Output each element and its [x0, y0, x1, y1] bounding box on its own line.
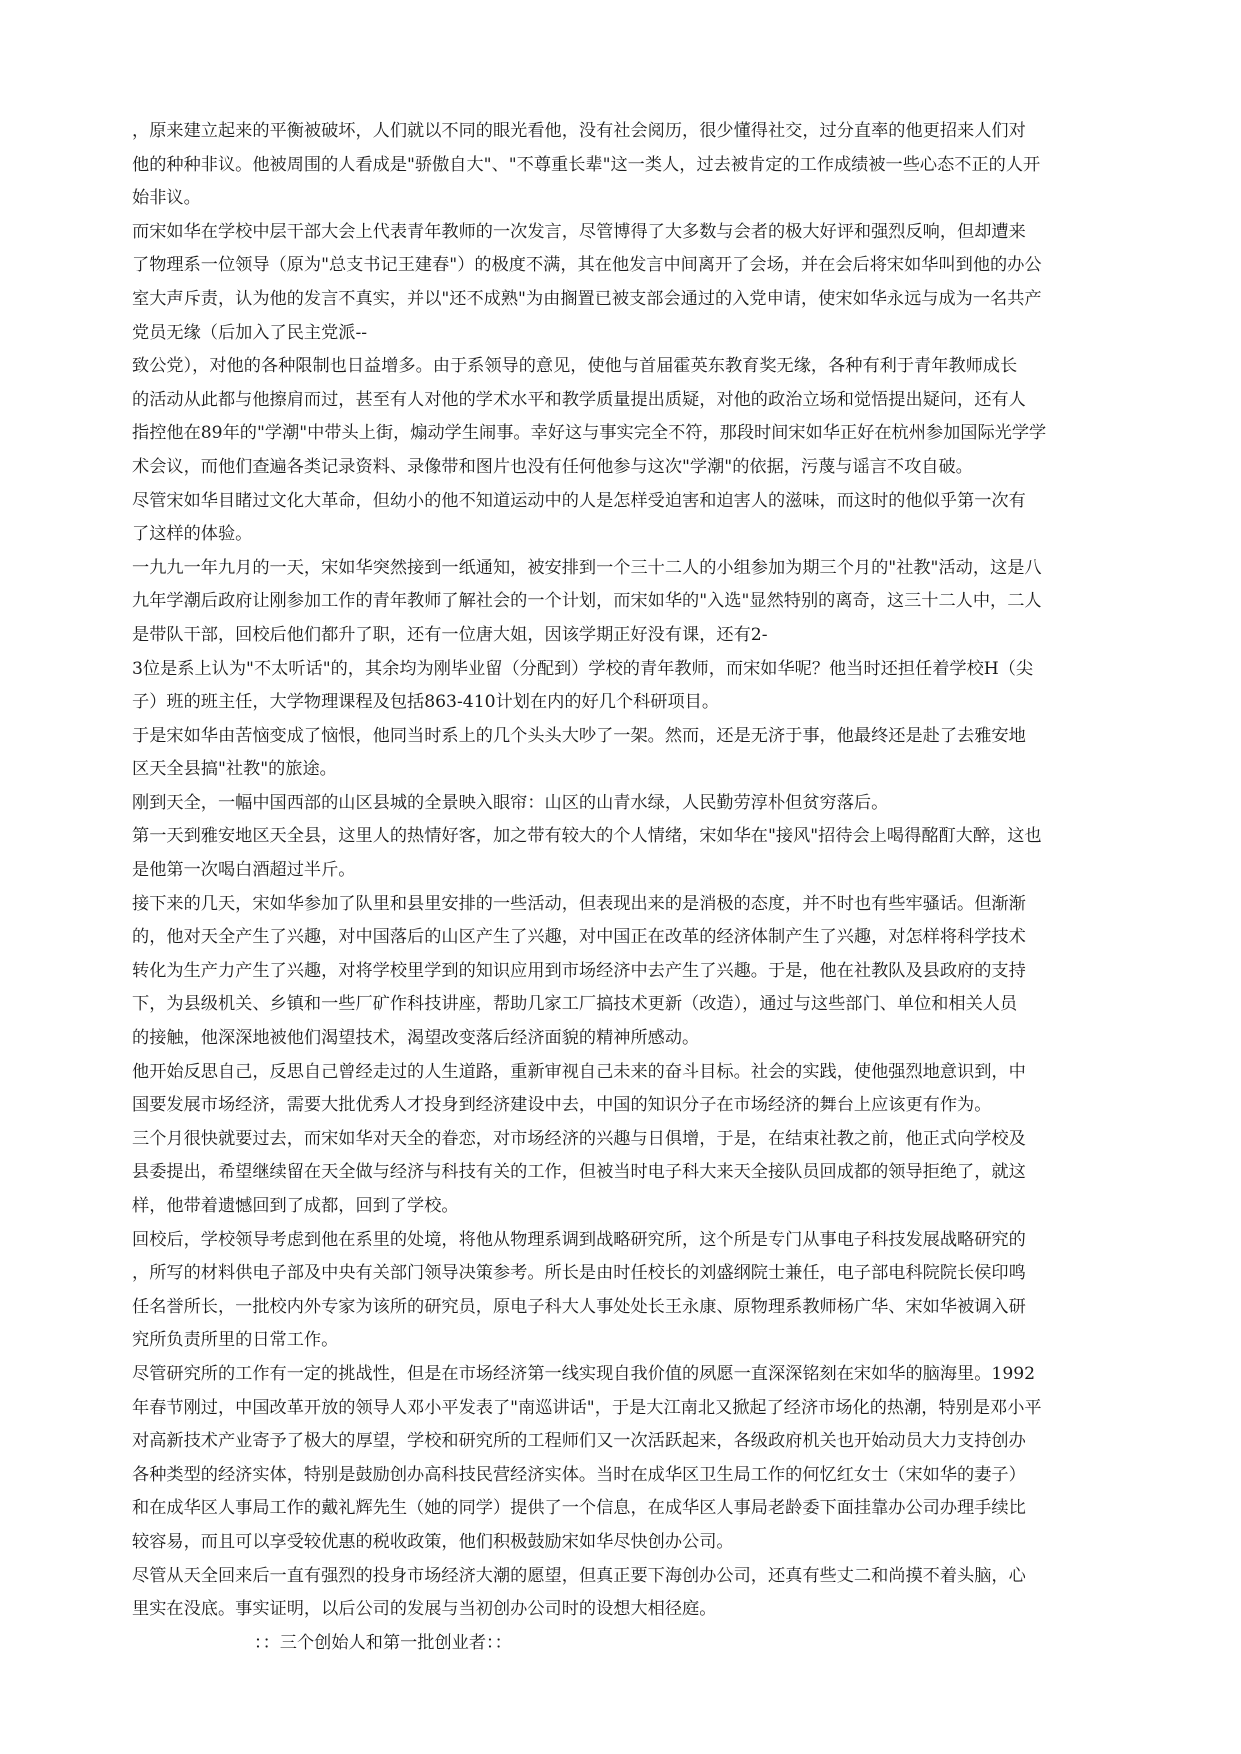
text-line: 了这样的体验。	[132, 524, 253, 545]
text-line: 和在成华区人事局工作的戴礼辉先生（她的同学）提供了一个信息，在成华区人事局老龄委下面挂靠办公司办理手续比	[132, 1498, 1026, 1519]
text-line: 里实在没底。事实证明，以后公司的发展与当初创办公司时的设想大相径庭。	[132, 1599, 717, 1620]
text-line: 下，为县级机关、乡镇和一些厂矿作科技讲座，帮助几家工厂搞技术更新（改造），通过与这些部门、单位和相关人员	[132, 994, 1018, 1015]
text-line: 的，他对天全产生了兴趣，对中国落后的山区产生了兴趣，对中国正在改革的经济体制产生了兴趣，对怎样将科学技术	[132, 927, 1026, 948]
text-line: 究所负责所里的日常工作。	[132, 1330, 339, 1351]
text-line: 九年学潮后政府让刚参加工作的青年教师了解社会的一个计划，而宋如华的"入选"显然特别的离奇，这三十二人中，二人	[132, 591, 1042, 612]
text-line: 一九九一年九月的一天，宋如华突然接到一纸通知，被安排到一个三十二人的小组参加为期三个月的"社教"活动，这是八	[132, 557, 1042, 578]
section-heading: ：：三个创始人和第一批创业者：：	[254, 1632, 512, 1653]
text-line: 较容易，而且可以享受较优惠的税收政策，他们积极鼓励宋如华尽快创办公司。	[132, 1531, 734, 1552]
text-line: 尽管从天全回来后一直有强烈的投身市场经济大潮的愿望，但真正要下海创办公司，还真有些丈二和尚摸不着头脑，心	[132, 1565, 1026, 1586]
text-line: 接下来的几天，宋如华参加了队里和县里安排的一些活动，但表现出来的是消极的态度，并不时也有些牢骚话。但渐渐	[132, 893, 1026, 914]
text-line: 区天全县搞"社教"的旅途。	[132, 759, 337, 780]
text-line: 是他第一次喝白酒超过半斤。	[132, 860, 356, 881]
text-line: 于是宋如华由苦恼变成了恼恨，他同当时系上的几个头头大吵了一架。然而，还是无济于事，他最终还是赴了去雅安地	[132, 725, 1026, 746]
text-line: 回校后，学校领导考虑到他在系里的处境，将他从物理系调到战略研究所，这个所是专门从事电子科技发展战略研究的	[132, 1229, 1026, 1250]
text-line: 国要发展市场经济，需要大批优秀人才投身到经济建设中去，中国的知识分子在市场经济的舞台上应该更有作为。	[132, 1095, 992, 1116]
text-line: 了物理系一位领导（原为"总支书记王建春"）的极度不满，其在他发言中间离开了会场，并在会后将宋如华叫到他的办公	[132, 255, 1042, 276]
text-line: 3位是系上认为"不太听话"的，其余均为刚毕业留（分配到）学校的青年教师，而宋如华呢？他当时还担任着学校H（尖	[132, 658, 1034, 679]
text-line: 他的种种非议。他被周围的人看成是"骄傲自大"、"不尊重长辈"这一类人，过去被肯定的工作成绩被一些心态不正的人开	[132, 154, 1041, 175]
text-line: 的接触，他深深地被他们渴望技术，渴望改变落后经济面貌的精神所感动。	[132, 1028, 700, 1049]
text-line: 尽管研究所的工作有一定的挑战性，但是在市场经济第一线实现自我价值的夙愿一直深深铭刻在宋如华的脑海里。1992	[132, 1363, 1036, 1384]
text-line: ，原来建立起来的平衡被破坏，人们就以不同的眼光看他，没有社会阅历，很少懂得社交，过分直率的他更招来人们对	[132, 121, 1026, 141]
text-line: 年春节刚过，中国改革开放的领导人邓小平发表了"南巡讲话"，于是大江南北又掀起了经济市场化的热潮，特别是邓小平	[132, 1397, 1042, 1418]
text-line: 县委提出，希望继续留在天全做与经济与科技有关的工作，但被当时电子科大来天全接队员回成都的领导拒绝了，就这	[132, 1162, 1026, 1183]
text-line: 尽管宋如华目睹过文化大革命，但幼小的他不知道运动中的人是怎样受迫害和迫害人的滋味，而这时的他似乎第一次有	[132, 490, 1026, 511]
text-line: 三个月很快就要过去，而宋如华对天全的眷恋，对市场经济的兴趣与日俱增，于是，在结束社教之前，他正式向学校及	[132, 1128, 1026, 1149]
text-line: 术会议，而他们查遍各类记录资料、录像带和图片也没有任何他参与这次"学潮"的依据，污蔑与谣言不攻自破。	[132, 456, 973, 477]
text-line: 而宋如华在学校中层干部大会上代表青年教师的一次发言，尽管博得了大多数与会者的极大好评和强烈反响，但却遭来	[132, 221, 1026, 242]
text-line: 他开始反思自己，反思自己曾经走过的人生道路，重新审视自己未来的奋斗目标。社会的实践，使他强烈地意识到，中	[132, 1061, 1026, 1082]
text-line: 室大声斥责，认为他的发言不真实，并以"还不成熟"为由搁置已被支部会通过的入党申请，使宋如华永远与成为一名共产	[132, 288, 1042, 309]
text-line: 第一天到雅安地区天全县，这里人的热情好客，加之带有较大的个人情绪，宋如华在"接风"招待会上喝得酩酊大醉，这也	[132, 826, 1042, 847]
text-line: 任名誉所长，一批校内外专家为该所的研究员，原电子科大人事处处长王永康、原物理系教师杨广华、宋如华被调入研	[132, 1296, 1026, 1317]
text-line: 的活动从此都与他擦肩而过，甚至有人对他的学术水平和教学质量提出质疑，对他的政治立场和觉悟提出疑问，还有人	[132, 389, 1026, 410]
text-line: 指控他在89年的"学潮"中带头上街，煽动学生闹事。幸好这与事实完全不符，那段时间宋如华正好在杭州参加国际光学学	[132, 423, 1047, 444]
document-page	[132, 115, 1112, 1660]
text-line: 各种类型的经济实体，特别是鼓励创办高科技民营经济实体。当时在成华区卫生局工作的何忆红女士（宋如华的妻子）	[132, 1464, 1026, 1485]
text-line: 转化为生产力产生了兴趣，对将学校里学到的知识应用到市场经济中去产生了兴趣。于是，他在社教队及县政府的支持	[132, 960, 1026, 981]
text-line: 致公党），对他的各种限制也日益增多。由于系领导的意见，使他与首届霍英东教育奖无缘，各种有利于青年教师成长	[132, 356, 1018, 377]
text-line: 样，他带着遗憾回到了成都，回到了学校。	[132, 1196, 459, 1216]
text-line: 党员无缘（后加入了民主党派--	[132, 322, 368, 343]
text-line: 子）班的班主任，大学物理课程及包括863-410计划在内的好几个科研项目。	[132, 692, 720, 713]
text-line: 刚到天全，一幅中国西部的山区县城的全景映入眼帘：山区的山青水绿，人民勤劳淳朴但贫穷落后。	[132, 792, 889, 813]
text-line: 对高新技术产业寄予了极大的厚望，学校和研究所的工程师们又一次活跃起来，各级政府机关也开始动员大力支持创办	[132, 1431, 1026, 1452]
text-line: 始非议。	[132, 188, 201, 209]
text-line: ，所写的材料供电子部及中央有关部门领导决策参考。所长是由时任校长的刘盛纲院士兼任，电子部电科院院长侯印鸣	[132, 1263, 1026, 1284]
text-line: 是带队干部，回校后他们都升了职，还有一位唐大姐，因该学期正好没有课，还有2-	[132, 624, 768, 645]
